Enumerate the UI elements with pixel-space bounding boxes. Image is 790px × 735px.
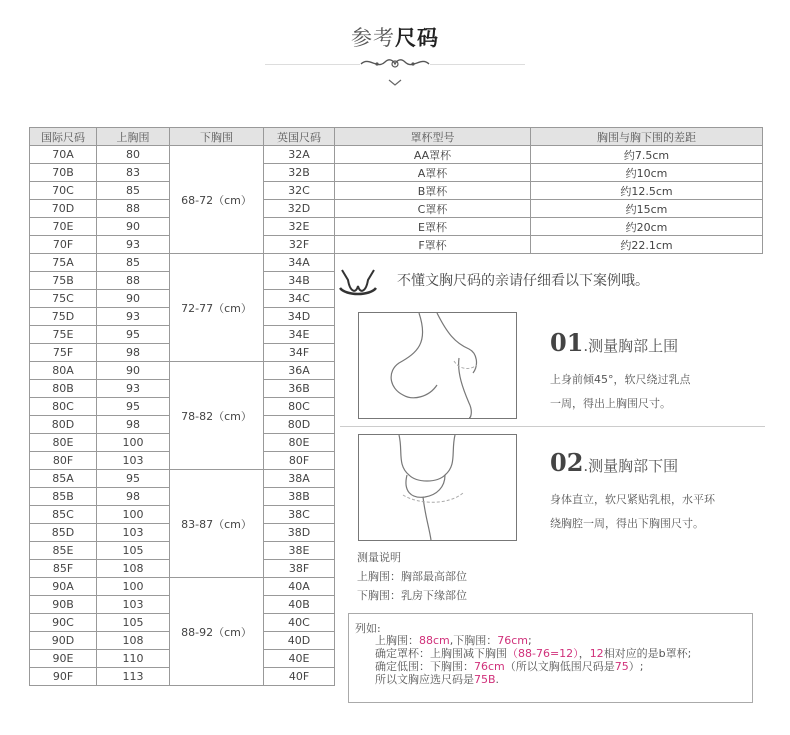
- uk-size-cell: 80C: [264, 398, 335, 416]
- cup-type-cell: E罩杯: [335, 218, 531, 236]
- intl-size-cell: 75E: [30, 326, 97, 344]
- cup-type-cell: C罩杯: [335, 200, 531, 218]
- notes-lower: 下胸围：乳房下缘部位: [357, 589, 467, 602]
- step2-description: 身体直立，软尺紧贴乳根，水平环 绕胸腔一周，得出下胸围尺寸。: [550, 493, 715, 530]
- upper-bust-cell: 95: [97, 470, 170, 488]
- under-bust-cell: 83-87（cm）: [170, 470, 264, 578]
- upper-bust-cell: 88: [97, 200, 170, 218]
- under-bust-cell: 88-92（cm）: [170, 578, 264, 686]
- bust-difference-cell: 约20cm: [531, 218, 763, 236]
- intl-size-cell: 70D: [30, 200, 97, 218]
- upper-bust-cell: 90: [97, 362, 170, 380]
- uk-size-cell: 38C: [264, 506, 335, 524]
- bust-difference-cell: 约12.5cm: [531, 182, 763, 200]
- ornament-icon: [355, 52, 435, 90]
- upper-bust-cell: 90: [97, 290, 170, 308]
- uk-size-cell: 40D: [264, 632, 335, 650]
- column-header: 胸围与胸下围的差距: [531, 128, 763, 146]
- intl-size-cell: 90F: [30, 668, 97, 686]
- uk-size-cell: 80D: [264, 416, 335, 434]
- upper-bust-cell: 103: [97, 452, 170, 470]
- intl-size-cell: 90E: [30, 650, 97, 668]
- upper-bust-cell: 95: [97, 398, 170, 416]
- bust-difference-cell: 约7.5cm: [531, 146, 763, 164]
- bust-difference-cell: 约22.1cm: [531, 236, 763, 254]
- uk-size-cell: 34A: [264, 254, 335, 272]
- upper-bust-cell: 88: [97, 272, 170, 290]
- uk-size-cell: 36A: [264, 362, 335, 380]
- bra-icon: [338, 266, 378, 298]
- intl-size-cell: 80D: [30, 416, 97, 434]
- intl-size-cell: 80B: [30, 380, 97, 398]
- example-line-4: 所以文胸应选尺码是75B.: [375, 673, 500, 686]
- under-bust-cell: 68-72（cm）: [170, 146, 264, 254]
- uk-size-cell: 34E: [264, 326, 335, 344]
- intl-size-cell: 75A: [30, 254, 97, 272]
- uk-size-cell: 40F: [264, 668, 335, 686]
- upper-bust-cell: 108: [97, 560, 170, 578]
- uk-size-cell: 38E: [264, 542, 335, 560]
- example-label: 列如:: [355, 622, 381, 635]
- intl-size-cell: 70F: [30, 236, 97, 254]
- intl-size-cell: 85A: [30, 470, 97, 488]
- page-title: 参考尺码: [351, 26, 439, 50]
- upper-bust-cell: 103: [97, 596, 170, 614]
- under-bust-cell: 78-82（cm）: [170, 362, 264, 470]
- uk-size-cell: 38F: [264, 560, 335, 578]
- upper-bust-cell: 105: [97, 542, 170, 560]
- upper-bust-cell: 100: [97, 578, 170, 596]
- intl-size-cell: 85D: [30, 524, 97, 542]
- upper-bust-cell: 105: [97, 614, 170, 632]
- intl-size-cell: 90C: [30, 614, 97, 632]
- uk-size-cell: 32E: [264, 218, 335, 236]
- intl-size-cell: 80A: [30, 362, 97, 380]
- uk-size-cell: 40E: [264, 650, 335, 668]
- intl-size-cell: 80C: [30, 398, 97, 416]
- upper-bust-illustration: [359, 313, 516, 418]
- intl-size-cell: 90A: [30, 578, 97, 596]
- title-divider-left: [265, 64, 360, 65]
- upper-bust-cell: 100: [97, 434, 170, 452]
- cup-type-cell: A罩杯: [335, 164, 531, 182]
- notes-upper: 上胸围：胸部最高部位: [357, 570, 467, 583]
- example-lines: [375, 634, 691, 686]
- uk-size-cell: 32D: [264, 200, 335, 218]
- table-row: [30, 218, 763, 236]
- bust-difference-cell: 约10cm: [531, 164, 763, 182]
- intl-size-cell: 70B: [30, 164, 97, 182]
- intl-size-cell: 85E: [30, 542, 97, 560]
- intl-size-cell: 90D: [30, 632, 97, 650]
- uk-size-cell: 32B: [264, 164, 335, 182]
- uk-size-cell: 32F: [264, 236, 335, 254]
- notes-title: 测量说明: [357, 551, 401, 564]
- upper-bust-cell: 90: [97, 218, 170, 236]
- table-row: [30, 164, 763, 182]
- uk-size-cell: 36B: [264, 380, 335, 398]
- bust-difference-cell: 约15cm: [531, 200, 763, 218]
- table-row: [30, 236, 763, 254]
- column-header: 上胸围: [97, 128, 170, 146]
- column-header: 国际尺码: [30, 128, 97, 146]
- upper-bust-cell: 93: [97, 308, 170, 326]
- intl-size-cell: 80F: [30, 452, 97, 470]
- upper-bust-cell: 100: [97, 506, 170, 524]
- guide-divider: [340, 426, 765, 427]
- upper-bust-cell: 95: [97, 326, 170, 344]
- under-bust-cell: 72-77（cm）: [170, 254, 264, 362]
- uk-size-cell: 34D: [264, 308, 335, 326]
- table-header-row: [30, 128, 763, 146]
- intl-size-cell: 75F: [30, 344, 97, 362]
- uk-size-cell: 80F: [264, 452, 335, 470]
- cup-type-cell: B罩杯: [335, 182, 531, 200]
- upper-bust-cell: 98: [97, 488, 170, 506]
- table-row: [30, 182, 763, 200]
- under-bust-figure: [358, 434, 517, 541]
- uk-size-cell: 80E: [264, 434, 335, 452]
- measurement-notes: [357, 548, 467, 605]
- example-line-2: 确定罩杯：上胸围减下胸围（88-76=12），12相对应的是b罩杯;: [375, 647, 692, 660]
- intl-size-cell: 80E: [30, 434, 97, 452]
- under-bust-illustration: [359, 435, 516, 540]
- uk-size-cell: 38B: [264, 488, 335, 506]
- uk-size-cell: 32C: [264, 182, 335, 200]
- upper-bust-cell: 80: [97, 146, 170, 164]
- title-divider-right: [430, 64, 525, 65]
- intl-size-cell: 85C: [30, 506, 97, 524]
- upper-bust-cell: 113: [97, 668, 170, 686]
- intl-size-cell: 75B: [30, 272, 97, 290]
- intl-size-cell: 75C: [30, 290, 97, 308]
- upper-bust-cell: 103: [97, 524, 170, 542]
- step2-title: 02.测量胸部下围: [550, 448, 679, 477]
- column-header: 英国尺码: [264, 128, 335, 146]
- example-box: [348, 613, 753, 703]
- upper-bust-cell: 110: [97, 650, 170, 668]
- column-header: 下胸围: [170, 128, 264, 146]
- uk-size-cell: 38A: [264, 470, 335, 488]
- upper-bust-cell: 93: [97, 236, 170, 254]
- step1-description: 上身前倾45°，软尺绕过乳点 一周，得出上胸围尺寸。: [550, 373, 691, 410]
- column-header: 罩杯型号: [335, 128, 531, 146]
- example-line-1: 上胸围：88cm,下胸围：76cm;: [375, 634, 532, 647]
- guide-hint: 不懂文胸尺码的亲请仔细看以下案例哦。: [397, 273, 649, 289]
- table-row: [30, 200, 763, 218]
- uk-size-cell: 40B: [264, 596, 335, 614]
- upper-bust-cell: 108: [97, 632, 170, 650]
- uk-size-cell: 34F: [264, 344, 335, 362]
- cup-type-cell: AA罩杯: [335, 146, 531, 164]
- uk-size-cell: 34B: [264, 272, 335, 290]
- measuring-guide: [340, 260, 765, 735]
- example-line-3: 确定低围：下胸围：76cm（所以文胸低围尺码是75）;: [375, 660, 644, 673]
- cup-type-cell: F罩杯: [335, 236, 531, 254]
- upper-bust-cell: 85: [97, 182, 170, 200]
- uk-size-cell: 38D: [264, 524, 335, 542]
- uk-size-cell: 40C: [264, 614, 335, 632]
- intl-size-cell: 85B: [30, 488, 97, 506]
- intl-size-cell: 70A: [30, 146, 97, 164]
- uk-size-cell: 40A: [264, 578, 335, 596]
- upper-bust-cell: 93: [97, 380, 170, 398]
- intl-size-cell: 70C: [30, 182, 97, 200]
- upper-bust-cell: 85: [97, 254, 170, 272]
- intl-size-cell: 75D: [30, 308, 97, 326]
- uk-size-cell: 34C: [264, 290, 335, 308]
- step1-title: 01.测量胸部上围: [550, 328, 679, 357]
- upper-bust-cell: 98: [97, 416, 170, 434]
- upper-bust-cell: 83: [97, 164, 170, 182]
- intl-size-cell: 90B: [30, 596, 97, 614]
- intl-size-cell: 70E: [30, 218, 97, 236]
- intl-size-cell: 85F: [30, 560, 97, 578]
- table-row: [30, 146, 763, 164]
- uk-size-cell: 32A: [264, 146, 335, 164]
- upper-bust-cell: 98: [97, 344, 170, 362]
- upper-bust-figure: [358, 312, 517, 419]
